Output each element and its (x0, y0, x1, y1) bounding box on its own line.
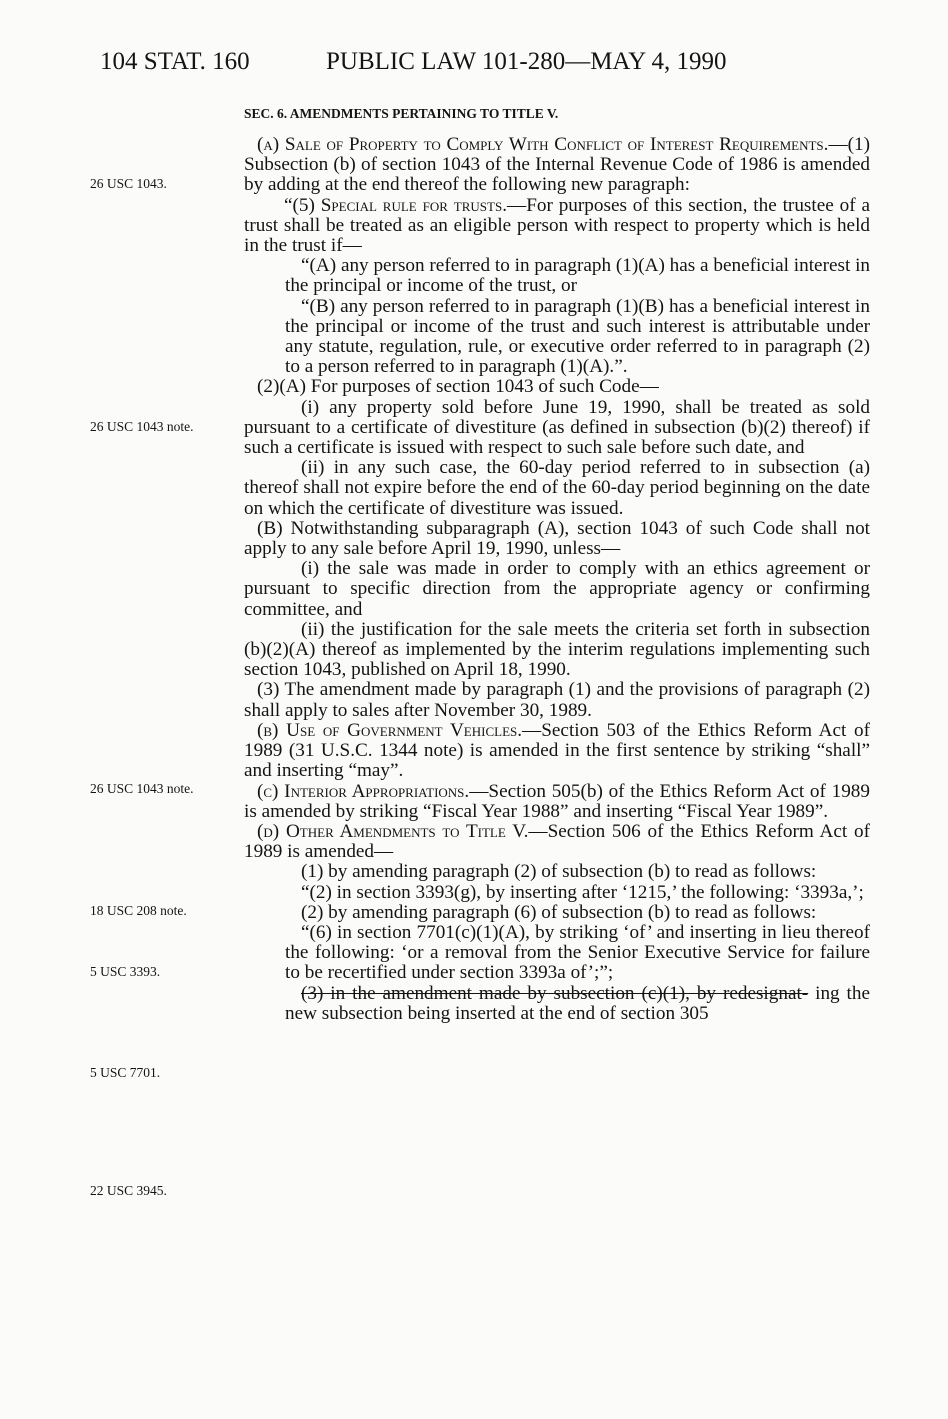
special-rule-text: —For purposes of this section, the trustee of a trust shall be treated as an eligible person with respect to property which is held in the trust if— (244, 194, 870, 257)
subsection-a-heading: (a) Sale of Property to Comply With Conflict of Interest Requirements. (257, 134, 829, 155)
margin-note-18usc208: 18 USC 208 note. (90, 903, 187, 918)
subsection-d-item-3 (244, 984, 870, 1024)
paragraph-2B-ii: (ii) the justification for the sale meets the criteria set forth in subsection (b)(2)(A) thereof as implemented by the interim regulations implementing such section 1043, published on April 18, 1990. (244, 618, 870, 681)
subsection-b-text: —Section 503 of the Ethics Reform Act of 1989 (31 U.S.C. 1344 note) is amended in the first sentence by striking “shall” and inserting “may”. (244, 719, 870, 782)
subsection-d-item-2-quote: “(6) in section 7701(c)(1)(A), by striking ‘of’ and inserting in lieu thereof the following: ‘or a removal from the Senior Executive Service for failure to be recertified under section 3393a of’;”; (285, 921, 870, 984)
section-heading: SEC. 6. AMENDMENTS PERTAINING TO TITLE V. (244, 106, 559, 121)
margin-note-26usc1043-note-2: 26 USC 1043 note. (90, 781, 194, 796)
subsection-c-heading: (c) Interior Appropriations. (257, 780, 470, 802)
paragraph-2B-i: (i) the sale was made in order to comply with an ethics agreement or pursuant to specific direction from the appropriate agency or confirming committee, and (244, 558, 870, 620)
margin-note-5usc7701: 5 USC 7701. (90, 1065, 161, 1080)
body-text (244, 104, 870, 1024)
subsection-d (244, 822, 870, 862)
struck-text: (3) in the amendment made by subsection (c)(1), by redesignat- (301, 982, 809, 1004)
subsection-a-para-1 (244, 135, 870, 196)
public-law-title: PUBLIC LAW 101-280—MAY 4, 1990 (326, 48, 727, 75)
subsection-d-heading: (d) Other Amendments to Title V. (257, 820, 529, 842)
margin-note-26usc1043-note-1: 26 USC 1043 note. (90, 419, 194, 434)
subsection-d-item-2: (2) by amending paragraph (6) of subsection (b) to read as follows: (301, 901, 817, 923)
subsection-d-text: —Section 506 of the Ethics Reform Act of 1989 is amended— (244, 820, 870, 863)
paragraph-3: (3) The amendment made by paragraph (1) and the provisions of paragraph (2) shall apply to sales after November 30, 1989. (244, 679, 870, 721)
subsection-d-item-1: (1) by amending paragraph (2) of subsection (b) to read as follows: (301, 861, 817, 883)
subsection-b-heading: (b) Use of Government Vehicles. (257, 719, 523, 741)
subsection-c (244, 782, 870, 822)
special-rule-A: “(A) any person referred to in paragraph (1)(A) has a beneficial interest in the principal or income of the trust, or (285, 255, 870, 297)
special-rule-for-trusts (244, 196, 870, 257)
subsection-a-text: —(1) Subsection (b) of section 1043 of the Internal Revenue Code of 1986 is amended by adding at the end thereof the following new paragraph: (244, 134, 870, 196)
margin-note-5usc3393: 5 USC 3393. (90, 964, 161, 979)
margin-note-26usc1043: 26 USC 1043. (90, 176, 167, 191)
special-rule-B: “(B) any person referred to in paragraph (1)(B) has a beneficial interest in the principal or income of the trust and such interest is attributable under any statute, regulation, rule, or executive order referred to in paragraph (2) to a person referred to in paragraph (1)(A).”. (285, 295, 870, 378)
page-header (0, 48, 948, 88)
subsection-d-item-1-quote: “(2) in section 3393(g), by inserting after ‘1215,’ the following: ‘3393a,’; (301, 881, 864, 903)
stat-page-number: 104 STAT. 160 (100, 48, 250, 75)
margin-note-22usc3945: 22 USC 3945. (90, 1183, 167, 1198)
subsection-c-text: —Section 505(b) of the Ethics Reform Act of 1989 is amended by striking “Fiscal Year 1988” and inserting “Fiscal Year 1989”. (244, 780, 870, 822)
paragraph-2B: (B) Notwithstanding subparagraph (A), section 1043 of such Code shall not apply to any sale before April 19, 1990, unless— (244, 517, 870, 560)
special-rule-heading: “(5) Special rule for trusts. (284, 194, 507, 216)
paragraph-2A: (2)(A) For purposes of section 1043 of such Code— (257, 376, 659, 398)
paragraph-2A-i: (i) any property sold before June 19, 1990, shall be treated as sold pursuant to a certificate of divestiture (as defined in subsection (b)(2) thereof) if such a certificate is issued with respect to such sale before such date, and (244, 396, 870, 459)
item-3-continuation: ing the new subsection being inserted at the end of section 305 (285, 982, 870, 1024)
subsection-b (244, 721, 870, 782)
paragraph-2A-ii: (ii) in any such case, the 60-day period referred to in subsection (a) thereof shall not expire before the end of the 60-day period beginning on the date on which the certificate of divestiture was issued. (244, 457, 870, 519)
